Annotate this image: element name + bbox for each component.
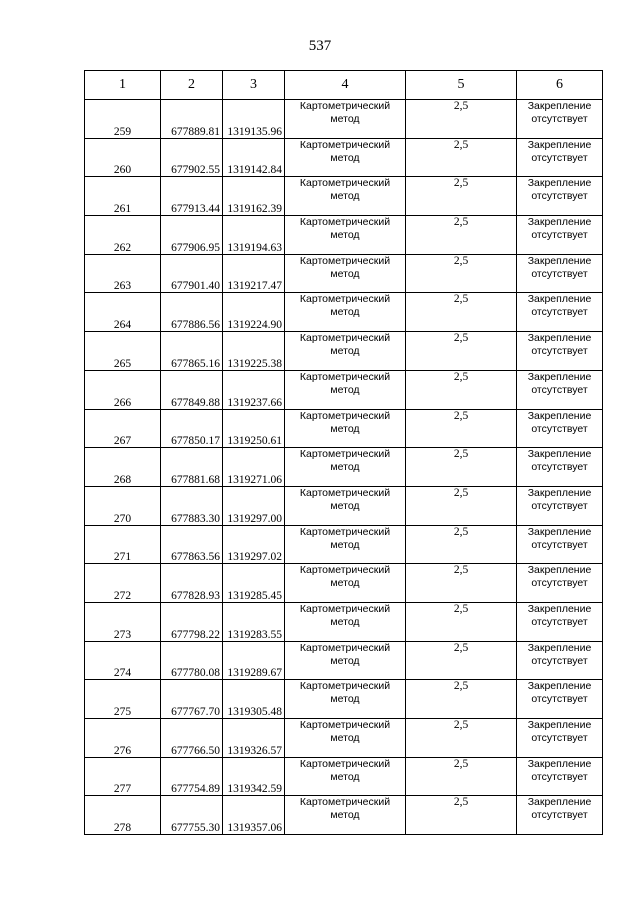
- method-cell: [285, 177, 406, 216]
- fixing-line-2: отсутствует: [531, 693, 588, 706]
- table-row: [85, 486, 603, 525]
- table-row: [85, 757, 603, 796]
- y-coordinate-cell: 1319237.66: [223, 370, 285, 409]
- table-row: [85, 564, 603, 603]
- method-cell: [285, 448, 406, 487]
- method-cell: [285, 641, 406, 680]
- accuracy-cell: 2,5: [406, 757, 517, 796]
- table-row: [85, 448, 603, 487]
- method-line-1: Картометрический: [299, 641, 391, 654]
- method-line-2: метод: [330, 113, 360, 125]
- x-coordinate-cell: 677886.56: [161, 293, 223, 332]
- fixing-line-1: Закрепление: [527, 796, 592, 809]
- method-line-1: Картометрический: [299, 100, 391, 112]
- accuracy-cell: 2,5: [406, 719, 517, 758]
- accuracy-cell: 2,5: [406, 216, 517, 255]
- fixing-cell: [517, 719, 603, 758]
- y-coordinate-cell: 1319194.63: [223, 216, 285, 255]
- fixing-cell: [517, 216, 603, 255]
- fixing-line-2: отсутствует: [531, 770, 588, 783]
- fixing-cell: [517, 680, 603, 719]
- fixing-line-1: Закрепление: [527, 216, 592, 229]
- accuracy-cell: 2,5: [406, 602, 517, 641]
- fixing-cell: [517, 757, 603, 796]
- point-number-cell: 264: [85, 293, 161, 332]
- method-line-1: Картометрический: [299, 409, 391, 422]
- method-cell: [285, 602, 406, 641]
- x-coordinate-cell: 677881.68: [161, 448, 223, 487]
- column-header: 1: [85, 71, 161, 100]
- point-number-cell: 261: [85, 177, 161, 216]
- y-coordinate-cell: 1319224.90: [223, 293, 285, 332]
- x-coordinate-cell: 677798.22: [161, 602, 223, 641]
- accuracy-cell: 2,5: [406, 177, 517, 216]
- method-cell: [285, 254, 406, 293]
- method-line-2: метод: [330, 461, 360, 474]
- fixing-line-2: отсутствует: [531, 654, 588, 667]
- fixing-line-2: отсутствует: [531, 499, 588, 512]
- fixing-line-2: отсутствует: [531, 422, 588, 435]
- table-row: [85, 370, 603, 409]
- fixing-cell: [517, 448, 603, 487]
- point-number-cell: 259: [85, 100, 161, 139]
- x-coordinate-cell: 677901.40: [161, 254, 223, 293]
- method-cell: [285, 216, 406, 255]
- fixing-cell: [517, 332, 603, 371]
- accuracy-cell: 2,5: [406, 525, 517, 564]
- point-number-cell: 276: [85, 719, 161, 758]
- method-line-2: метод: [330, 151, 360, 164]
- table-row: [85, 719, 603, 758]
- method-line-2: метод: [330, 693, 360, 706]
- accuracy-cell: 2,5: [406, 293, 517, 332]
- method-line-2: метод: [330, 190, 360, 203]
- method-cell: [285, 332, 406, 371]
- method-cell: [285, 409, 406, 448]
- point-number-cell: 277: [85, 757, 161, 796]
- y-coordinate-cell: 1319342.59: [223, 757, 285, 796]
- point-number-cell: 265: [85, 332, 161, 371]
- table-header-row: [85, 71, 603, 100]
- method-line-1: Картометрический: [299, 293, 391, 306]
- column-header: 2: [161, 71, 223, 100]
- y-coordinate-cell: 1319297.00: [223, 486, 285, 525]
- x-coordinate-cell: 677865.16: [161, 332, 223, 371]
- y-coordinate-cell: 1319135.96: [223, 100, 285, 139]
- point-number-cell: 275: [85, 680, 161, 719]
- accuracy-cell: 2,5: [406, 486, 517, 525]
- accuracy-cell: 2,5: [406, 332, 517, 371]
- fixing-line-1: Закрепление: [527, 486, 592, 499]
- table-row: [85, 641, 603, 680]
- x-coordinate-cell: 677828.93: [161, 564, 223, 603]
- method-line-2: метод: [330, 422, 360, 435]
- fixing-cell: [517, 796, 603, 835]
- y-coordinate-cell: 1319357.06: [223, 796, 285, 835]
- accuracy-cell: 2,5: [406, 370, 517, 409]
- y-coordinate-cell: 1319326.57: [223, 719, 285, 758]
- method-line-2: метод: [330, 345, 360, 358]
- x-coordinate-cell: 677780.08: [161, 641, 223, 680]
- method-line-1: Картометрический: [299, 757, 391, 770]
- x-coordinate-cell: 677883.30: [161, 486, 223, 525]
- point-number-cell: 270: [85, 486, 161, 525]
- column-header: 6: [517, 71, 603, 100]
- y-coordinate-cell: 1319162.39: [223, 177, 285, 216]
- fixing-line-2: отсутствует: [531, 151, 588, 164]
- fixing-cell: [517, 177, 603, 216]
- y-coordinate-cell: 1319225.38: [223, 332, 285, 371]
- method-line-2: метод: [330, 577, 360, 590]
- fixing-line-1: Закрепление: [527, 680, 592, 693]
- method-cell: [285, 370, 406, 409]
- x-coordinate-cell: 677906.95: [161, 216, 223, 255]
- fixing-line-1: Закрепление: [527, 757, 592, 770]
- method-line-2: метод: [330, 306, 360, 319]
- column-header: 3: [223, 71, 285, 100]
- y-coordinate-cell: 1319283.55: [223, 602, 285, 641]
- method-line-1: Картометрический: [299, 216, 391, 229]
- fixing-line-1: Закрепление: [527, 409, 592, 422]
- method-line-2: метод: [330, 770, 360, 783]
- fixing-cell: [517, 293, 603, 332]
- method-line-1: Картометрический: [299, 564, 391, 577]
- point-number-cell: 266: [85, 370, 161, 409]
- fixing-cell: [517, 100, 603, 139]
- fixing-line-2: отсутствует: [531, 113, 588, 125]
- method-line-1: Картометрический: [299, 525, 391, 538]
- accuracy-cell: 2,5: [406, 680, 517, 719]
- method-cell: [285, 100, 406, 139]
- fixing-line-2: отсутствует: [531, 306, 588, 319]
- method-line-2: метод: [330, 383, 360, 396]
- x-coordinate-cell: 677767.70: [161, 680, 223, 719]
- table-row: [85, 332, 603, 371]
- table-row: [85, 680, 603, 719]
- method-line-1: Картометрический: [299, 448, 391, 461]
- method-line-1: Картометрический: [299, 370, 391, 383]
- table-row: [85, 293, 603, 332]
- point-number-cell: 268: [85, 448, 161, 487]
- method-line-2: метод: [330, 809, 360, 822]
- y-coordinate-cell: 1319142.84: [223, 138, 285, 177]
- x-coordinate-cell: 677863.56: [161, 525, 223, 564]
- fixing-line-2: отсутствует: [531, 577, 588, 590]
- accuracy-cell: 2,5: [406, 641, 517, 680]
- fixing-line-1: Закрепление: [527, 370, 592, 383]
- x-coordinate-cell: 677754.89: [161, 757, 223, 796]
- method-line-1: Картометрический: [299, 138, 391, 151]
- method-cell: [285, 757, 406, 796]
- accuracy-cell: 2,5: [406, 100, 517, 139]
- fixing-line-2: отсутствует: [531, 538, 588, 551]
- column-header: 4: [285, 71, 406, 100]
- y-coordinate-cell: 1319297.02: [223, 525, 285, 564]
- method-line-2: метод: [330, 732, 360, 744]
- method-cell: [285, 796, 406, 835]
- fixing-line-2: отсутствует: [531, 383, 588, 396]
- x-coordinate-cell: 677889.81: [161, 100, 223, 139]
- method-line-1: Картометрический: [299, 796, 391, 809]
- table-row: [85, 177, 603, 216]
- column-header: 5: [406, 71, 517, 100]
- fixing-cell: [517, 525, 603, 564]
- fixing-line-1: Закрепление: [527, 332, 592, 345]
- fixing-cell: [517, 486, 603, 525]
- method-cell: [285, 486, 406, 525]
- fixing-line-2: отсутствует: [531, 190, 588, 203]
- accuracy-cell: 2,5: [406, 448, 517, 487]
- fixing-cell: [517, 138, 603, 177]
- fixing-line-1: Закрепление: [527, 138, 592, 151]
- table-row: [85, 254, 603, 293]
- y-coordinate-cell: 1319285.45: [223, 564, 285, 603]
- table-row: [85, 100, 603, 139]
- method-line-2: метод: [330, 538, 360, 551]
- method-line-1: Картометрический: [299, 602, 391, 615]
- method-line-1: Картометрический: [299, 254, 391, 267]
- fixing-line-1: Закрепление: [527, 641, 592, 654]
- table-row: [85, 525, 603, 564]
- fixing-cell: [517, 641, 603, 680]
- point-number-cell: 262: [85, 216, 161, 255]
- method-line-2: метод: [330, 267, 360, 280]
- fixing-cell: [517, 370, 603, 409]
- fixing-cell: [517, 254, 603, 293]
- fixing-line-1: Закрепление: [527, 177, 592, 190]
- method-cell: [285, 680, 406, 719]
- accuracy-cell: 2,5: [406, 254, 517, 293]
- coordinates-table: [84, 70, 603, 835]
- x-coordinate-cell: 677755.30: [161, 796, 223, 835]
- x-coordinate-cell: 677849.88: [161, 370, 223, 409]
- method-line-2: метод: [330, 229, 360, 242]
- method-line-1: Картометрический: [299, 332, 391, 345]
- point-number-cell: 272: [85, 564, 161, 603]
- point-number-cell: 271: [85, 525, 161, 564]
- method-line-2: метод: [330, 654, 360, 667]
- point-number-cell: 267: [85, 409, 161, 448]
- x-coordinate-cell: 677850.17: [161, 409, 223, 448]
- y-coordinate-cell: 1319217.47: [223, 254, 285, 293]
- method-line-1: Картометрический: [299, 680, 391, 693]
- method-cell: [285, 719, 406, 758]
- table-row: [85, 216, 603, 255]
- method-line-1: Картометрический: [299, 719, 391, 731]
- fixing-line-2: отсутствует: [531, 461, 588, 474]
- fixing-line-2: отсутствует: [531, 267, 588, 280]
- fixing-line-2: отсутствует: [531, 615, 588, 628]
- fixing-line-1: Закрепление: [527, 525, 592, 538]
- accuracy-cell: 2,5: [406, 138, 517, 177]
- method-line-1: Картометрический: [299, 177, 391, 190]
- fixing-line-1: Закрепление: [527, 719, 592, 731]
- fixing-line-1: Закрепление: [527, 254, 592, 267]
- method-cell: [285, 138, 406, 177]
- y-coordinate-cell: 1319305.48: [223, 680, 285, 719]
- fixing-line-1: Закрепление: [527, 100, 592, 112]
- fixing-line-2: отсутствует: [531, 345, 588, 358]
- accuracy-cell: 2,5: [406, 409, 517, 448]
- method-cell: [285, 564, 406, 603]
- table-row: [85, 138, 603, 177]
- x-coordinate-cell: 677902.55: [161, 138, 223, 177]
- y-coordinate-cell: 1319289.67: [223, 641, 285, 680]
- method-line-2: метод: [330, 499, 360, 512]
- fixing-line-1: Закрепление: [527, 448, 592, 461]
- point-number-cell: 278: [85, 796, 161, 835]
- fixing-line-2: отсутствует: [531, 732, 588, 744]
- fixing-cell: [517, 564, 603, 603]
- table-row: [85, 796, 603, 835]
- accuracy-cell: 2,5: [406, 564, 517, 603]
- x-coordinate-cell: 677913.44: [161, 177, 223, 216]
- page-number: 537: [308, 38, 332, 54]
- method-line-1: Картометрический: [299, 486, 391, 499]
- point-number-cell: 273: [85, 602, 161, 641]
- table-row: [85, 409, 603, 448]
- fixing-line-1: Закрепление: [527, 564, 592, 577]
- method-cell: [285, 293, 406, 332]
- y-coordinate-cell: 1319271.06: [223, 448, 285, 487]
- fixing-line-2: отсутствует: [531, 809, 588, 822]
- fixing-line-1: Закрепление: [527, 602, 592, 615]
- fixing-cell: [517, 602, 603, 641]
- fixing-line-2: отсутствует: [531, 229, 588, 242]
- x-coordinate-cell: 677766.50: [161, 719, 223, 758]
- point-number-cell: 274: [85, 641, 161, 680]
- point-number-cell: 263: [85, 254, 161, 293]
- method-line-2: метод: [330, 615, 360, 628]
- fixing-line-1: Закрепление: [527, 293, 592, 306]
- table-row: [85, 602, 603, 641]
- y-coordinate-cell: 1319250.61: [223, 409, 285, 448]
- point-number-cell: 260: [85, 138, 161, 177]
- accuracy-cell: 2,5: [406, 796, 517, 835]
- fixing-cell: [517, 409, 603, 448]
- method-cell: [285, 525, 406, 564]
